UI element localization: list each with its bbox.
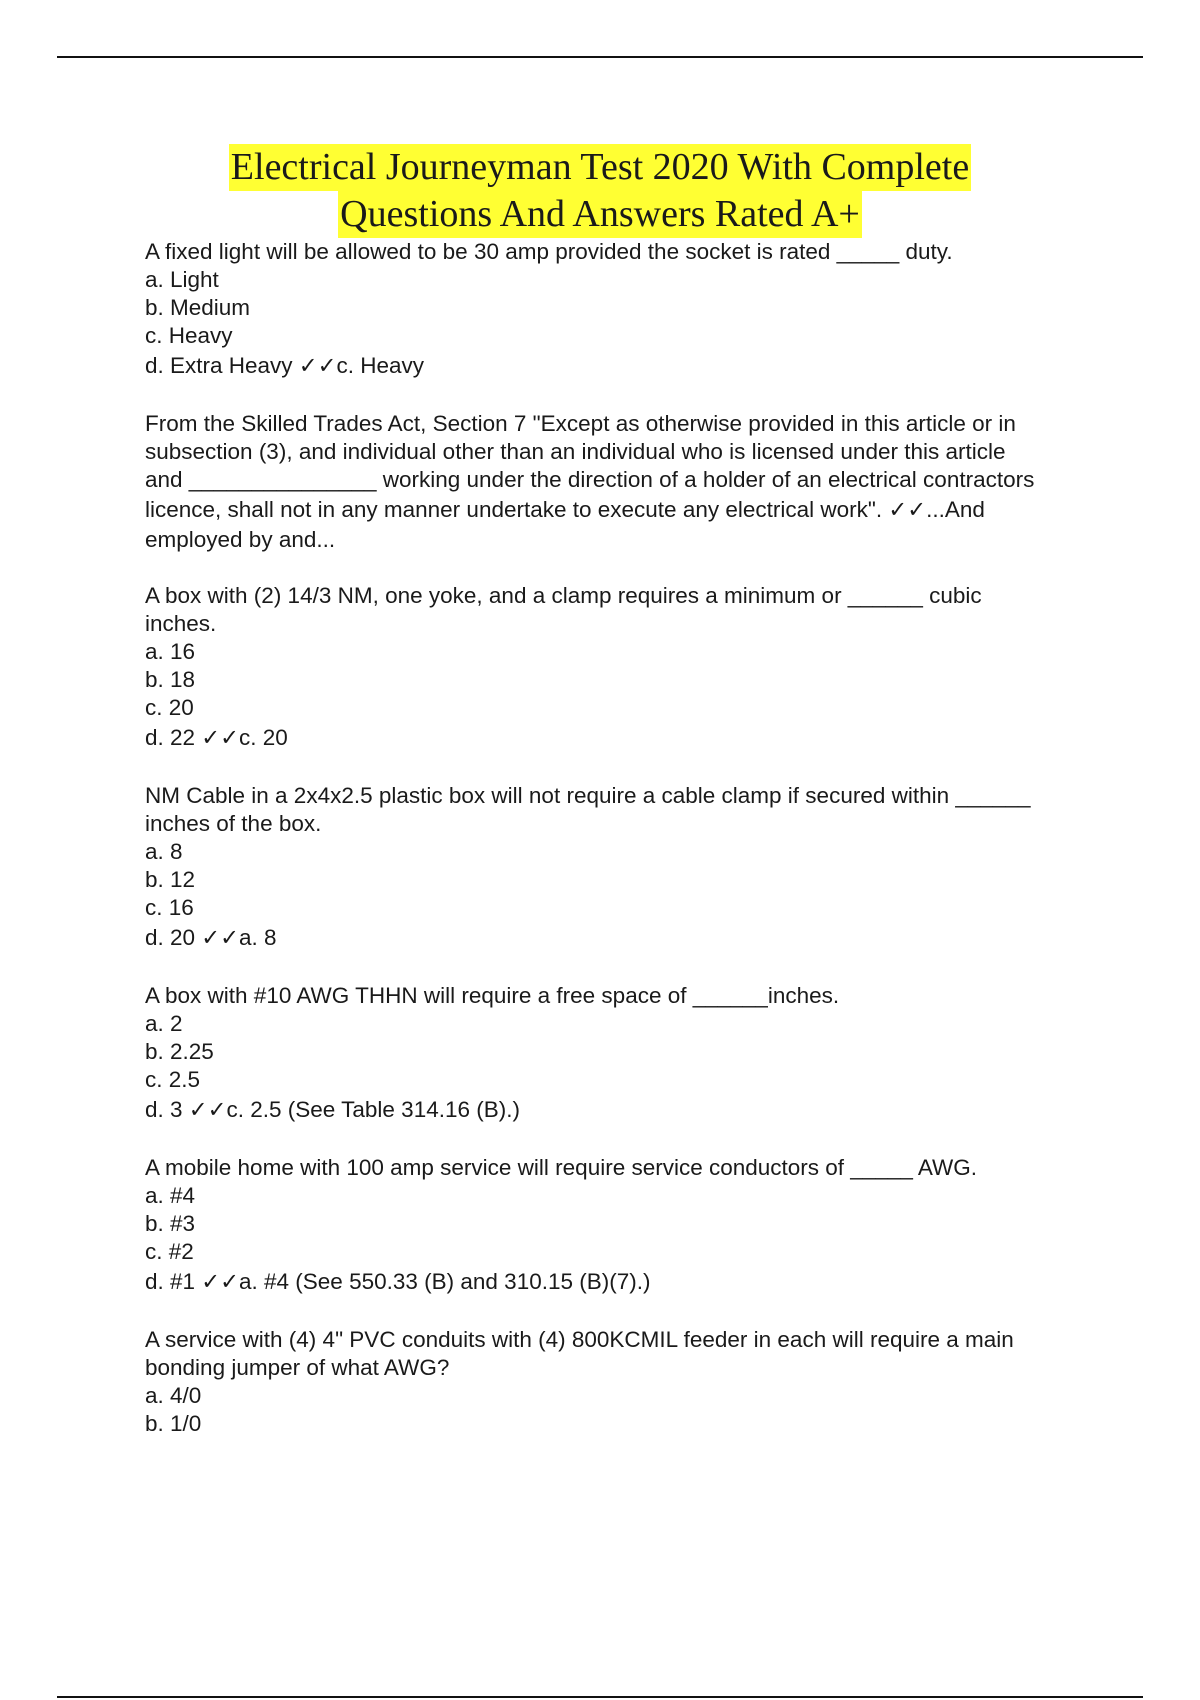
title-line-1: Electrical Journeyman Test 2020 With Complete: [229, 144, 971, 191]
answer-key-line: d. 3 ✓✓c. 2.5 (See Table 314.16 (B).): [145, 1097, 520, 1122]
answer-option: b. #3: [145, 1211, 196, 1236]
answer-option: c. Heavy: [145, 323, 233, 348]
answer-key-line: d. #1 ✓✓a. #4 (See 550.33 (B) and 310.15 (B)(7).): [145, 1269, 651, 1294]
question-stem: A fixed light will be allowed to be 30 amp provided the socket is rated _____ duty.: [145, 239, 953, 264]
question-stem: subsection (3), and individual other than an individual who is licensed under this article: [145, 439, 1006, 464]
answer-key-line: d. Extra Heavy ✓✓c. Heavy: [145, 353, 425, 378]
answer-option: a. 4/0: [145, 1383, 202, 1408]
question-7: [145, 1326, 1105, 1438]
answer-option: b. 2.25: [145, 1039, 214, 1064]
question-stem: NM Cable in a 2x4x2.5 plastic box will not require a cable clamp if secured within ______: [145, 783, 1031, 808]
question-stem: and _______________ working under the direction of a holder of an electrical contractors: [145, 467, 1035, 492]
title-line-2: Questions And Answers Rated A+: [338, 191, 862, 238]
answer-option: c. 2.5: [145, 1067, 201, 1092]
question-stem: inches of the box.: [145, 811, 322, 836]
bottom-rule: [57, 1696, 1143, 1698]
question-2: [145, 410, 1105, 554]
answer-option: b. 1/0: [145, 1411, 202, 1436]
answer-option: a. Light: [145, 267, 219, 292]
question-1: [145, 238, 1105, 382]
question-stem: A service with (4) 4" PVC conduits with (4) 800KCMIL feeder in each will require a main: [145, 1327, 1014, 1352]
question-6: [145, 1154, 1105, 1298]
answer-option: a. #4: [145, 1183, 196, 1208]
answer-key-line: d. 22 ✓✓c. 20: [145, 725, 288, 750]
answer-option: b. 12: [145, 867, 196, 892]
answer-key-continuation: employed by and...: [145, 527, 336, 552]
answer-option: c. 16: [145, 895, 194, 920]
answer-key-line: licence, shall not in any manner undertake to execute any electrical work". ✓✓...And: [145, 497, 985, 522]
question-stem: A mobile home with 100 amp service will require service conductors of _____ AWG.: [145, 1155, 978, 1180]
answer-option: b. 18: [145, 667, 196, 692]
answer-key-line: d. 20 ✓✓a. 8: [145, 925, 277, 950]
question-5: [145, 982, 1105, 1126]
answer-option: a. 8: [145, 839, 183, 864]
top-rule: [57, 56, 1143, 58]
answer-option: a. 16: [145, 639, 196, 664]
question-stem: From the Skilled Trades Act, Section 7 "Except as otherwise provided in this article or in: [145, 411, 1016, 436]
question-stem: A box with (2) 14/3 NM, one yoke, and a clamp requires a minimum or ______ cubic: [145, 583, 982, 608]
question-stem: A box with #10 AWG THHN will require a free space of ______inches.: [145, 983, 840, 1008]
question-stem: inches.: [145, 611, 217, 636]
answer-option: c. 20: [145, 695, 194, 720]
question-list: [145, 238, 1105, 1466]
document-title: [0, 144, 1200, 238]
question-stem: bonding jumper of what AWG?: [145, 1355, 450, 1380]
question-3: [145, 582, 1105, 754]
question-4: [145, 782, 1105, 954]
answer-option: a. 2: [145, 1011, 183, 1036]
answer-option: b. Medium: [145, 295, 251, 320]
answer-option: c. #2: [145, 1239, 194, 1264]
